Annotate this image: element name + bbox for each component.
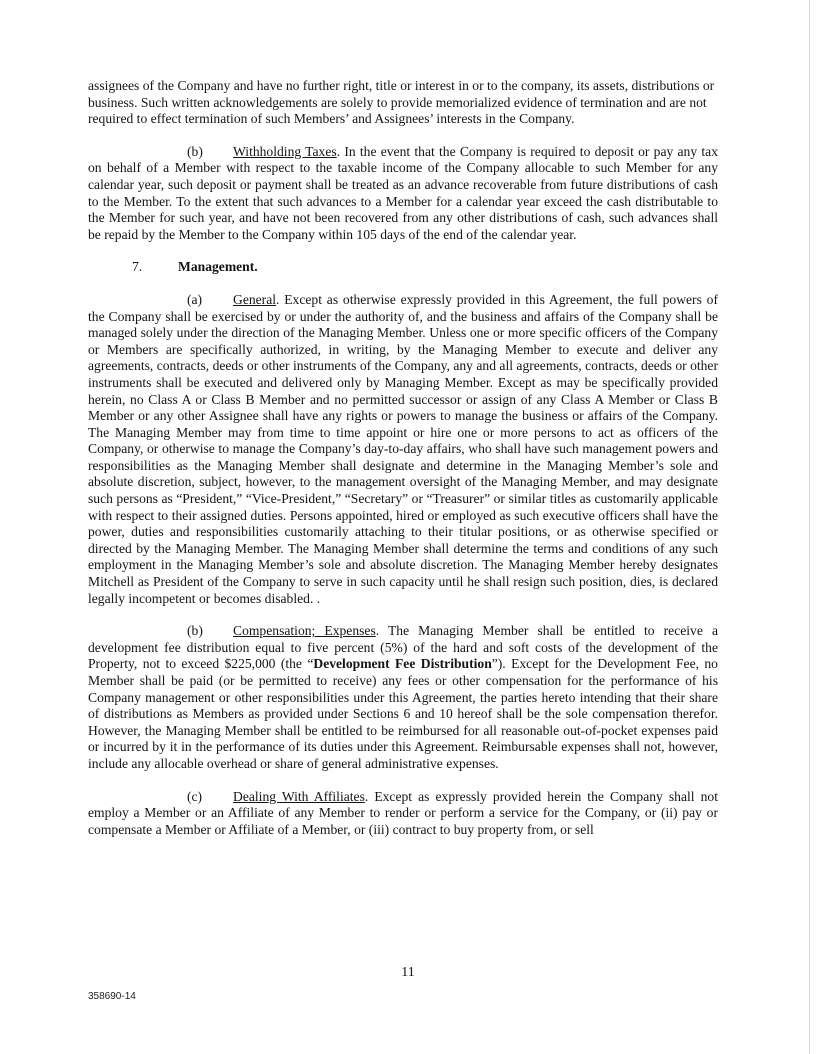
general-caption: General xyxy=(233,291,277,307)
paragraph-gap xyxy=(88,243,718,259)
affiliates-text: . Except as expressly provided herein the Company shall not employ a Member or an Affiliate of any Member to render or perform a service for the Company, or (ii) pay or compensate a Member or Affiliate of a Member, or (iii) contract to buy property from, or sell xyxy=(88,788,718,837)
general-marker: (a) xyxy=(187,291,203,307)
compensation-caption: Compensation; Expenses xyxy=(233,623,376,639)
affiliates-caption: Dealing With Affiliates xyxy=(233,788,365,804)
page-edge-line xyxy=(809,0,810,1054)
withholding-taxes-paragraph xyxy=(88,144,718,244)
document-body xyxy=(88,78,718,838)
general-text: . Except as otherwise expressly provided in this Agreement, the full powers of the Company shall be exercised by or under the authority of, and the business and affairs of the Company shall be managed solely under the direction of the Managing Member. Unless one or more specific officers of the Company or Members are specifically authorized, in writing, by the Managing Member to execute and deliver any agreements, contracts, deeds or other instruments of the Company, any and all agreements, contracts, deeds or other instruments shall be executed and delivered only by Managing Member. Except as may be specifically provided herein, no Class A or Class B Member and no permitted successor or assign of any Class A Member or Class B Member or any other Assignee shall have any rights or powers to manage the business or affairs of the Company. The Managing Member may from time to time appoint or hire one or more persons to act as officers of the Company, or otherwise to manage the Company’s day-to-day affairs, who shall have such management powers and responsibilities as the Managing Member shall designate and determine in the Managing Member’s sole and absolute discretion, subject, however, to the management oversight of the Managing Member, and may designate such persons as “President,” “Vice-President,” “Secretary” or “Treasurer” or similar titles as customarily applicable with respect to their assigned duties. Persons appointed, hired or employed as such executive officers shall have the power, duties and responsibilities customarily attaching to their titular positions, or as otherwise specified or directed by the Managing Member. The Managing Member shall determine the terms and conditions of any such employment in the Managing Member’s sole and absolute discretion. The Managing Member hereby designates Mitchell as President of the Company to serve in such capacity until he shall resign such position, dies, is declared legally incompetent or becomes disabled. . xyxy=(88,291,718,606)
compensation-text-before: . The Managing Member shall be entitled to receive a development fee distribution equal to five percent (5%) of the hard and soft costs of the development of the Property, not to exceed $225,000 (the “ xyxy=(88,623,718,672)
development-fee-defined-term: Development Fee Distribution xyxy=(313,656,492,672)
withholding-caption: Withholding Taxes xyxy=(233,143,337,159)
paragraph-gap xyxy=(88,773,718,789)
compensation-marker: (b) xyxy=(187,623,203,639)
compensation-paragraph xyxy=(88,623,718,772)
section-7-number: 7. xyxy=(132,259,143,275)
continuation-paragraph: assignees of the Company and have no further right, title or interest in or to the company, its assets, distributions or business. Such written acknowledgements are solely to provide memorialized evidence of termination and are not required to effect termination of such Members’ and Assignees’ interests in the Company. xyxy=(88,78,715,127)
withholding-text: . In the event that the Company is required to deposit or pay any tax on behalf of a Member with respect to the taxable income of the Company allocable to such Member for any calendar year, such deposit or payment shall be treated as an advance recoverable from future distributions of cash to the Member. To the extent that such advances to a Member for a calendar year exceed the cash distributable to the Member for such year, and have not been recovered from any other distributions of cash, such advances shall be repaid by the Member to the Company within 105 days of the end of the calendar year. xyxy=(88,143,718,242)
document-id: 358690-14 xyxy=(88,991,136,1002)
affiliates-marker: (c) xyxy=(187,788,203,804)
general-paragraph xyxy=(88,292,718,607)
page-number: 11 xyxy=(401,965,415,980)
withholding-marker: (b) xyxy=(187,143,203,159)
section-7-heading xyxy=(88,259,718,276)
paragraph-gap xyxy=(88,607,718,623)
compensation-text-after: ”). Except for the Development Fee, no Member shall be paid (or be permitted to receive) any fees or other compensation for the performance of his Company management or other responsibilities under this Agreement, the parties hereto intending that their share of distributions as Members as provided under Sections 6 and 10 hereof shall be the sole compensation therefor. However, the Managing Member shall be entitled to be reimbursed for all reasonable out-of-pocket expenses paid or incurred by it in the performance of its duties under this Agreement. Reimbursable expenses shall not, however, include any allocable overhead or share of general administrative expenses. xyxy=(88,656,718,771)
affiliates-paragraph xyxy=(88,789,718,839)
section-7-title: Management. xyxy=(178,259,258,275)
